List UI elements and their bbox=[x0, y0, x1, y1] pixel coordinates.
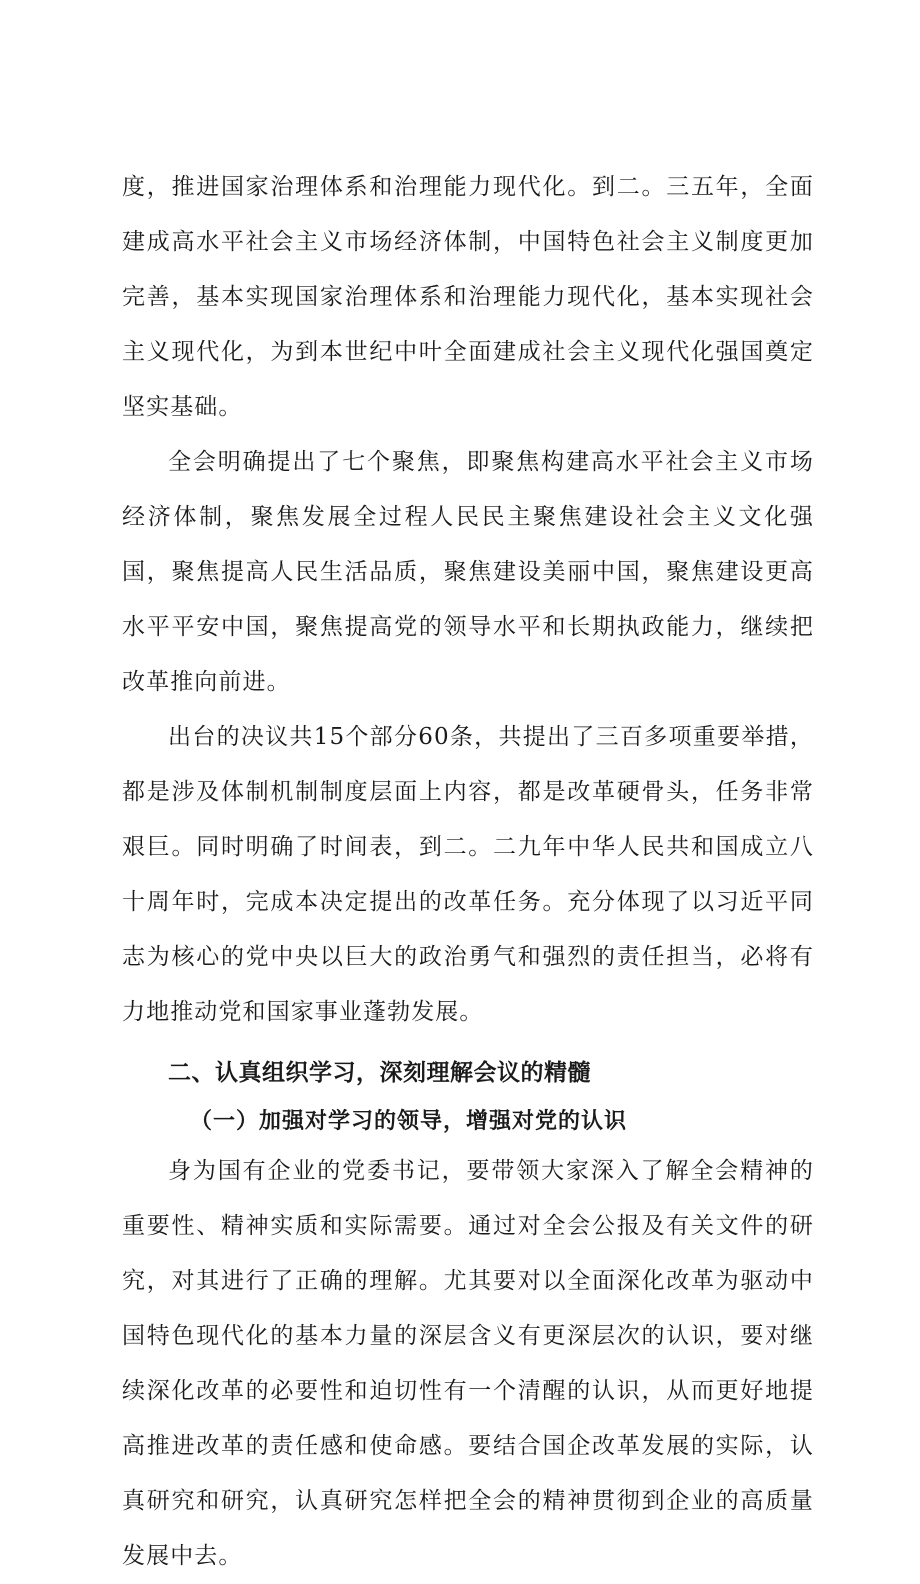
paragraph-resolution: 出台的决议共15个部分60条，共提出了三百多项重要举措，都是涉及体制机制制度层面上内容，都是改革硬骨头，任务非常艰巨。同时明确了时间表，到二。二九年中华人民共和国成立八十周年时，完成本决定提出的改革任务。充分体现了以习近平同志为核心的党中央以巨大的政治勇气和强烈的责任担当，必将有力地推动党和国家事业蓬勃发展。 bbox=[122, 724, 814, 1025]
paragraph-continued: 度，推进国家治理体系和治理能力现代化。到二。三五年，全面建成高水平社会主义市场经济体制，中国特色社会主义制度更加完善，基本实现国家治理体系和治理能力现代化，基本实现社会主义现代化，为到本世纪中叶全面建成社会主义现代化强国奠定坚实基础。 bbox=[122, 174, 814, 420]
section-heading: 二、认真组织学习，深刻理解会议的精髓 bbox=[168, 1060, 591, 1086]
document-body bbox=[122, 160, 814, 1584]
paragraph-seven-focuses: 全会明确提出了七个聚焦，即聚焦构建高水平社会主义市场经济体制，聚焦发展全过程人民民主聚焦建设社会主义文化强国，聚焦提高人民生活品质，聚焦建设美丽中国，聚焦建设更高水平平安中国，聚焦提高党的领导水平和长期执政能力，继续把改革推向前进。 bbox=[122, 449, 814, 695]
paragraph-party-secretary: 身为国有企业的党委书记，要带领大家深入了解全会精神的重要性、精神实质和实际需要。通过对全会公报及有关文件的研究，对其进行了正确的理解。尤其要对以全面深化改革为驱动中国特色现代化的基本力量的深层含义有更深层次的认识，要对继续深化改革的必要性和迫切性有一个清醒的认识，从而更好地提高推进改革的责任感和使命感。要结合国企改革发展的实际，认真研究和研究，认真研究怎样把全会的精神贯彻到企业的高质量发展中去。 bbox=[122, 1158, 814, 1569]
subsection-heading: （一）加强对学习的领导，增强对党的认识 bbox=[190, 1108, 628, 1134]
